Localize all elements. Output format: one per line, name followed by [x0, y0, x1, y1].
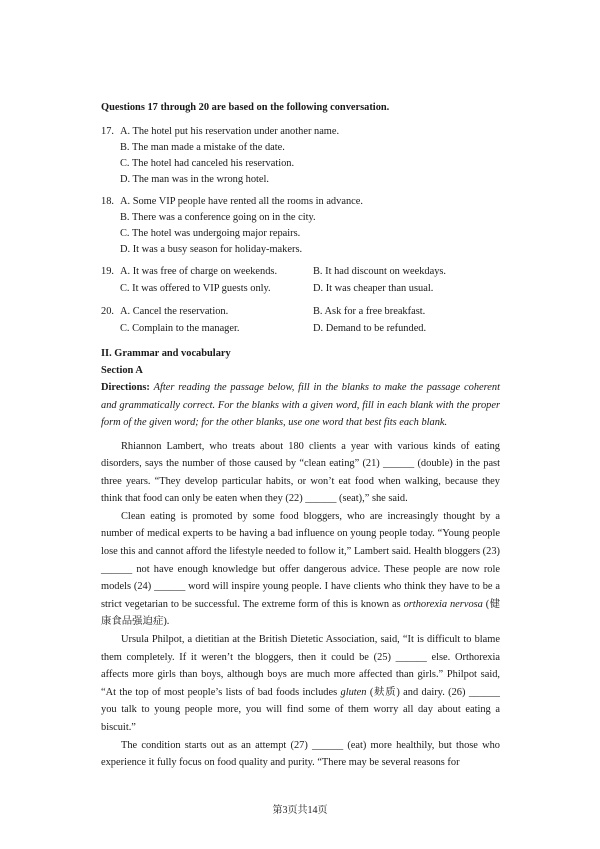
page-content — [101, 100, 500, 772]
answer-option: B. It had discount on weekdays. — [313, 266, 447, 277]
listening-heading: Questions 17 through 20 are based on the following conversation. — [101, 102, 390, 113]
answer-option: A. Cancel the reservation. — [120, 306, 229, 317]
question-number: 20. — [101, 306, 114, 317]
question-number: 17. — [101, 126, 114, 137]
answer-option: A. It was free of charge on weekends. — [120, 266, 278, 277]
section-title: II. Grammar and vocabulary — [101, 348, 231, 359]
paragraph-text: (健康食品强迫症). — [101, 598, 500, 628]
question-options — [120, 124, 500, 188]
question-options — [120, 194, 500, 258]
answer-option: C. The hotel was undergoing major repairs. — [120, 228, 301, 239]
answer-option: D. The man was in the wrong hotel. — [120, 174, 269, 185]
answer-option: B. The man made a mistake of the date. — [120, 142, 285, 153]
question-options — [120, 304, 506, 338]
section-subtitle: Section A — [101, 365, 143, 376]
question-number: 19. — [101, 266, 114, 277]
page-footer: 第3页共14页 — [272, 805, 328, 816]
italic-term: gluten — [340, 686, 367, 698]
answer-option: C. The hotel had canceled his reservation. — [120, 158, 295, 169]
answer-option: D. Demand to be refunded. — [313, 323, 427, 334]
question-number: 18. — [101, 196, 114, 207]
question — [101, 264, 500, 298]
passage-paragraph — [101, 737, 500, 772]
question — [101, 194, 500, 258]
question-list — [101, 124, 500, 338]
paragraph-text: Rhiannon Lambert, who treats about 180 clients a year with various kinds of eating disorders, says the number of those caused by “clean eating” (21) ______ (double) in the past three years. “They develop particular habits, or won’t eat food when walking, because they think that food can only be eaten when they (22) ______ (seat),” she said. — [101, 440, 500, 505]
passage-paragraph — [101, 438, 500, 508]
answer-option: D. It was a busy season for holiday-makers. — [120, 244, 303, 255]
paragraph-text: (麸质) and dairy. (26) ______ you talk to young people more, you will find some of them worry all day about eating a biscuit.” — [101, 686, 500, 733]
question — [101, 304, 500, 338]
italic-term: orthorexia nervosa — [403, 598, 483, 610]
answer-option: D. It was cheaper than usual. — [313, 283, 434, 294]
answer-option: C. Complain to the manager. — [120, 323, 240, 334]
answer-option: C. It was offered to VIP guests only. — [120, 283, 271, 294]
passage-paragraph — [101, 508, 500, 631]
answer-option: B. There was a conference going on in the city. — [120, 212, 316, 223]
answer-option: A. The hotel put his reservation under another name. — [120, 126, 340, 137]
question-options — [120, 264, 506, 298]
directions-label: Directions: — [101, 382, 150, 393]
paragraph-text: Ursula Philpot, a dietitian at the British Dietetic Association, said, “It is difficult to blame them completely. If it weren’t the bloggers, then it could be (25) ______ else. Orthorexia affects more girls than boys, although boys are much more affected than girls.” Philpot said, “At the top of most people’s lists of bad foods includes — [101, 634, 500, 698]
answer-option: B. Ask for a free breakfast. — [313, 306, 426, 317]
answer-option: A. Some VIP people have rented all the rooms in advance. — [120, 196, 363, 207]
directions-text: After reading the passage below, fill in the blanks to make the passage coherent and grammatically correct. For the blanks with a given word, fill in each blank with the proper form of the given word; for the other blanks, use one word that best fits each blank. — [101, 382, 500, 428]
directions — [101, 379, 500, 432]
paragraph-text: The condition starts out as an attempt (27) ______ (eat) more healthily, but those who experience it fully focus on food quality and purity. “There may be several reasons for — [101, 739, 500, 769]
question — [101, 124, 500, 188]
passage — [101, 438, 500, 772]
paragraph-text: Clean eating is promoted by some food bloggers, who are increasingly thought by a number of medical experts to be having a bad influence on young people today. “Young people lose this and cannot afford the lifestyle needed to follow it,” Lambert said. Health bloggers (23) ______ not have enough knowledge but offer dangerous advice. These people are now role models (24) ______ word will inspire young people. I have clients who think they have to be a strict vegetarian to be successful. The extreme form of this is known as — [101, 510, 500, 610]
passage-paragraph — [101, 631, 500, 737]
